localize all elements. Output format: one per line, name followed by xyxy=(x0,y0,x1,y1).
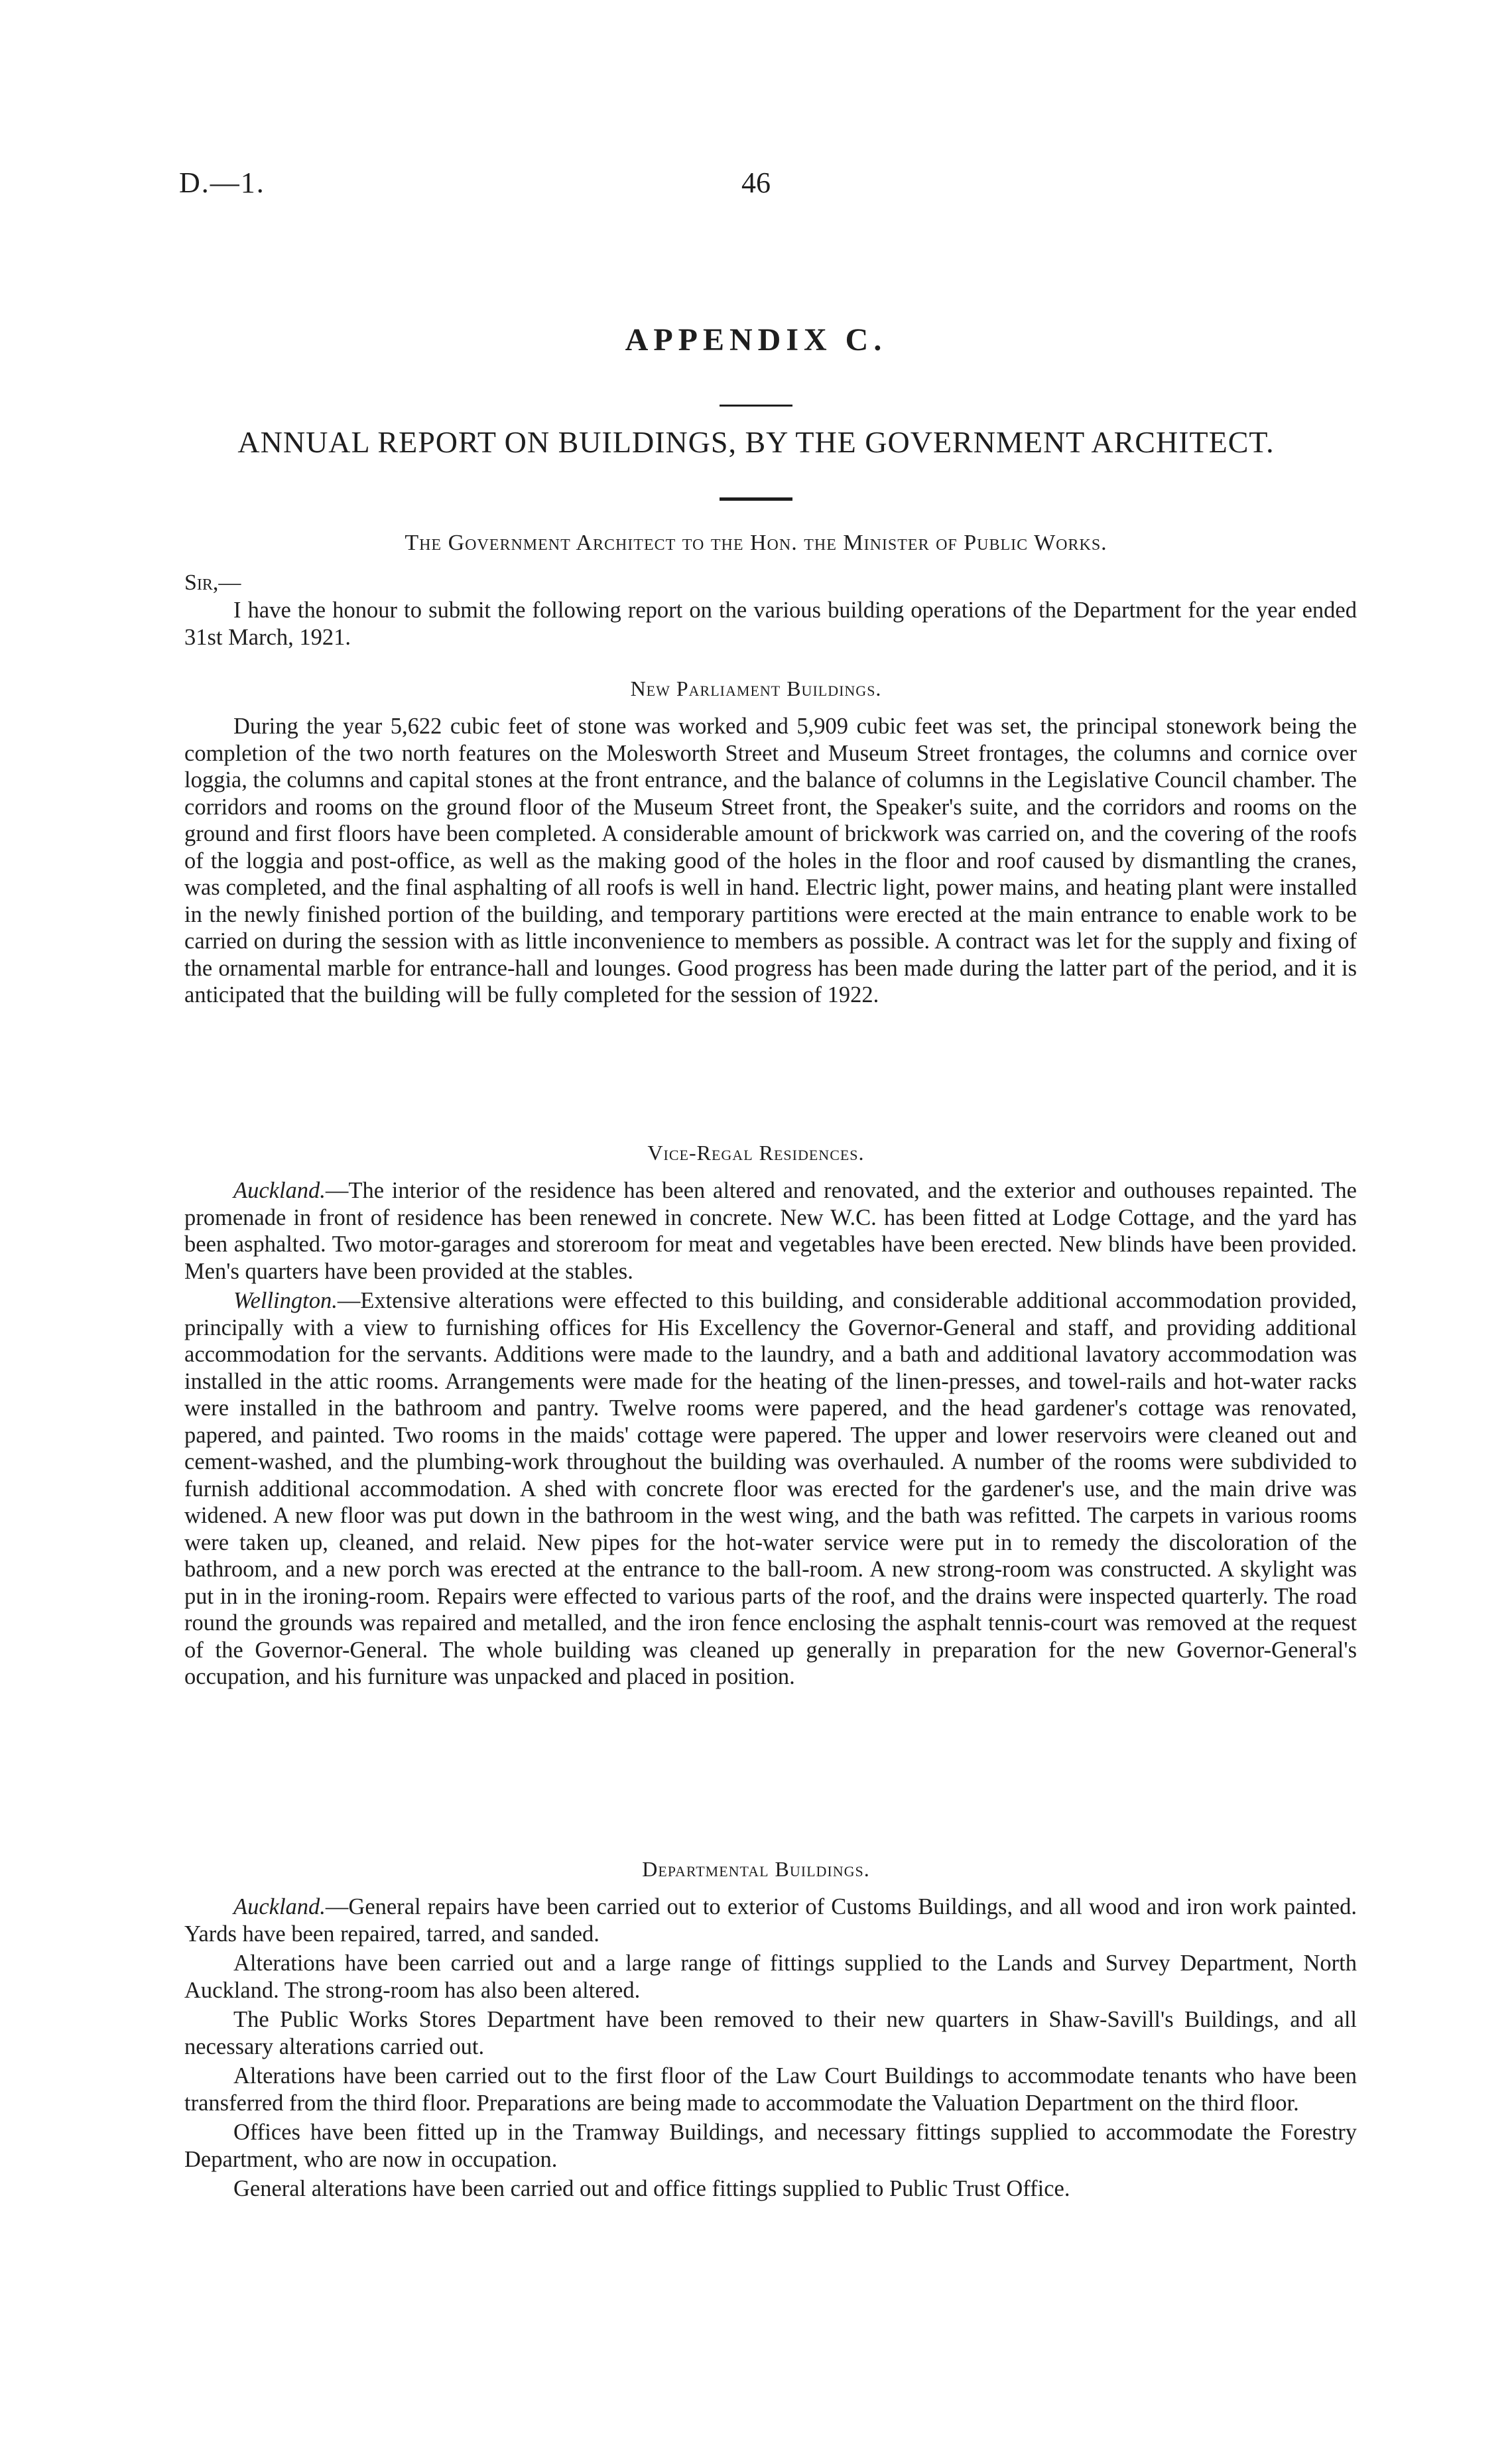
appendix-title: APPENDIX C. xyxy=(625,322,887,357)
paragraph xyxy=(184,1950,1357,2004)
section-heading-new-parliament: New Parliament Buildings. xyxy=(630,676,882,700)
document-reference: D.—1. xyxy=(179,166,265,199)
section-heading-departmental: Departmental Buildings. xyxy=(642,1857,870,1881)
paragraph xyxy=(184,2175,1357,2203)
section-new-parliament xyxy=(184,713,1357,1009)
paragraph xyxy=(184,1894,1357,1947)
intro-paragraph: I have the honour to submit the following report on the various building operations of the Department for the year ended 31st March, 1921. xyxy=(184,598,1357,650)
paragraph xyxy=(184,713,1357,1009)
paragraph xyxy=(184,2063,1357,2116)
paragraph xyxy=(184,1177,1357,1285)
paragraph-text: Alterations have been carried out and a large range of fittings supplied to the Lands and Survey Department, North Auckland. The strong-room has also been altered. xyxy=(184,1951,1357,2003)
paragraph-text: —General repairs have been carried out to exterior of Customs Buildings, and all wood and iron work painted. Yards have been repaired, tarred, and sanded. xyxy=(184,1894,1357,1947)
paragraph xyxy=(184,2006,1357,2060)
salutation-sir: Sir,— xyxy=(184,570,241,595)
paragraph xyxy=(184,2119,1357,2173)
report-title: ANNUAL REPORT ON BUILDINGS, BY THE GOVERNMENT ARCHITECT. xyxy=(237,425,1275,459)
paragraph-text: Alterations have been carried out to the first floor of the Law Court Buildings to accommodate tenants who have been transferred from the third floor. Preparations are being made to accommodate the Valuation Department on the third floor. xyxy=(184,2063,1357,2116)
title-rule-bottom xyxy=(720,497,792,501)
title-rule-top xyxy=(720,405,792,407)
paragraph-text: The Public Works Stores Department have been removed to their new quarters in Shaw-Savill's Buildings, and all necessary alterations carried out. xyxy=(184,2007,1357,2059)
page-header xyxy=(0,166,1512,206)
place-name: Auckland. xyxy=(233,1178,326,1203)
section-vice-regal xyxy=(184,1177,1357,1691)
section-heading-vice-regal: Vice-Regal Residences. xyxy=(647,1141,865,1165)
paragraph-text: —The interior of the residence has been altered and renovated, and the exterior and outhouses repainted. The promenade in front of residence has been renewed in concrete. New W.C. has been fitted at Lodge Cottage, and the yard has been asphalted. Two motor-garages and storeroom for meat and vegetables have been erected. New blinds have been provided. Men's quarters have been provided at the stables. xyxy=(184,1178,1357,1284)
paragraph xyxy=(184,1287,1357,1691)
paragraph-text: —Extensive alterations were effected to this building, and considerable additional accommodation provided, principally with a view to furnishing offices for His Excellency the Governor-General and staff, and providing additional accommodation for the servants. Additions were made to the laundry, and a bath and additional lavatory accommodation was installed in the attic rooms. Arrangements were made for the heating of the linen-presses, and towel-rails and hot-water racks were installed in the bathroom and pantry. Twelve rooms were papered, and the head gardener's cottage was renovated, papered, and painted. Two rooms in the maids' cottage were papered. The upper and lower reservoirs were cleaned out and cement-washed, and the plumbing-work throughout the building was overhauled. A number of the rooms were subdivided to furnish additional accommodation. A shed with concrete floor was erected for the gardener's use, and the main drive was widened. A new floor was put down in the bathroom in the west wing, and the bath was refitted. The carpets in various rooms were taken up, cleaned, and relaid. New pipes for the hot-water service were put in to remedy the discoloration of the bathroom, and a new porch was erected at the entrance to the ball-room. A new strong-room was constructed. A skylight was put in in the ironing-room. Repairs were effected to various parts of the roof, and the drains were inspected quarterly. The road round the grounds was repaired and metalled, and the iron fence enclosing the asphalt tennis-court was removed at the request of the Governor-General. The whole building was cleaned up generally in preparation for the new Governor-General's occupation, and his furniture was unpacked and placed in position. xyxy=(184,1288,1357,1689)
place-name: Auckland. xyxy=(233,1894,326,1919)
paragraph-text: Offices have been fitted up in the Tramway Buildings, and necessary fittings supplied to accommodate the Forestry Department, who are now in occupation. xyxy=(184,2120,1357,2172)
paragraph-text: During the year 5,622 cubic feet of stone was worked and 5,909 cubic feet was set, the principal stonework being the completion of the two north features on the Molesworth Street and Museum Street frontages, the columns and cornice over loggia, the columns and capital stones at the front entrance, and the balance of columns in the Legislative Council chamber. The corridors and rooms on the ground floor of the Museum Street front, the Speaker's suite, and the corridors and rooms on the ground and first floors have been completed. A considerable amount of brickwork was carried on, and the covering of the roofs of the loggia and post-office, as well as the making good of the holes in the floor and roof caused by dismantling the cranes, was completed, and the final asphalting of all roofs is well in hand. Electric light, power mains, and heating plant were installed in the newly finished portion of the building, and temporary partitions were erected at the main entrance to enable work to be carried on during the session with as little inconvenience to members as possible. A contract was let for the supply and fixing of the ornamental marble for entrance-hall and lounges. Good progress has been made during the latter part of the period, and it is anticipated that the building will be fully completed for the session of 1922. xyxy=(184,714,1357,1007)
place-name: Wellington. xyxy=(233,1288,338,1313)
paragraph-text: General alterations have been carried out and office fittings supplied to Public Trust Office. xyxy=(233,2176,1070,2201)
salutation-line: The Government Architect to the Hon. the Minister of Public Works. xyxy=(405,531,1107,555)
page-number: 46 xyxy=(741,166,771,199)
intro-block xyxy=(184,597,1357,651)
section-departmental xyxy=(184,1894,1357,2203)
